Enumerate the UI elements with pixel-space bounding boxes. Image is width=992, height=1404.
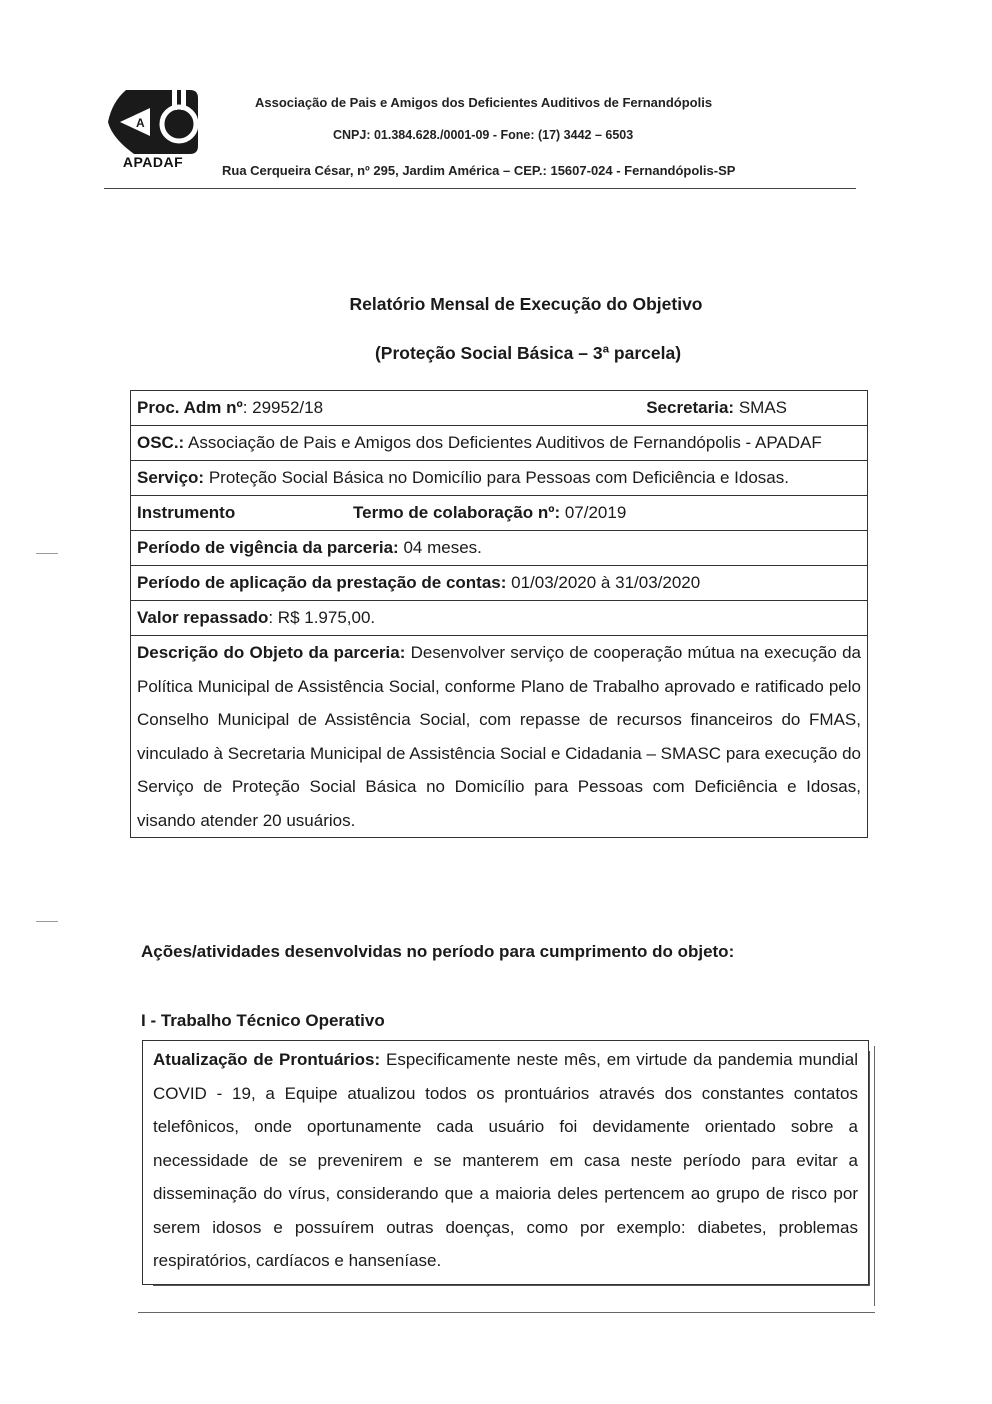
osc-value: Associação de Pais e Amigos dos Deficientes Auditivos de Fernandópolis - APADAF — [184, 433, 822, 452]
row-descricao — [131, 636, 867, 837]
svg-text:A: A — [136, 116, 145, 130]
servico-value: Proteção Social Básica no Domicílio para Pessoas com Deficiência e Idosas. — [204, 468, 789, 487]
section-heading: I - Trabalho Técnico Operativo — [141, 1011, 385, 1030]
apadaf-ear-logo-icon — [104, 86, 202, 156]
cnpj-phone: CNPJ: 01.384.628./0001-09 - Fone: (17) 3442 – 6503 — [333, 128, 634, 142]
osc-label: OSC.: — [137, 433, 185, 452]
servico-label: Serviço: — [137, 468, 205, 487]
report-subtitle: (Proteção Social Básica – 3ª parcela) — [374, 343, 682, 363]
aplicacao-label: Período de aplicação da prestação de contas: — [137, 573, 507, 592]
info-table — [130, 390, 868, 838]
box-shadow-bottom — [138, 1312, 875, 1313]
vigencia-value: 04 meses. — [398, 538, 482, 557]
row-valor — [131, 601, 867, 636]
scan-mark — [36, 921, 58, 922]
row-vigencia — [131, 531, 867, 566]
scan-mark — [36, 553, 58, 554]
box-shadow-right — [874, 1046, 875, 1306]
prontuarios-label: Atualização de Prontuários: — [153, 1050, 381, 1069]
row-aplicacao — [131, 566, 867, 601]
proc-adm — [137, 391, 323, 425]
termo-value: 07/2019 — [560, 503, 627, 522]
secretaria — [646, 391, 787, 425]
proc-label: Proc. Adm nº — [137, 398, 243, 417]
descricao-value: Desenvolver serviço de cooperação mútua na execução da Política Municipal de Assistência Social, conforme Plano de Trabalho aprovado e ratificado pelo Conselho Municipal de Assistência Social, com repasse de recursos financeiros do FMAS, vinculado à Secretaria Municipal de Assistência Social e Cidadania – SMASC para execução do Serviço de Proteção Social Básica no Domicílio para Pessoas com Deficiência e Idosas, visando atender 20 usuários. — [137, 643, 861, 830]
secretaria-value: SMAS — [734, 398, 787, 417]
address: Rua Cerqueira César, nº 295, Jardim América – CEP.: 15607-024 - Fernandópolis-SP — [222, 163, 736, 178]
proc-value: : 29952/18 — [242, 398, 324, 417]
termo — [353, 496, 626, 530]
row-servico — [131, 461, 867, 496]
org-name: Associação de Pais e Amigos dos Deficientes Auditivos de Fernandópolis — [255, 95, 713, 110]
row-osc — [131, 426, 867, 461]
prontuarios-text: Especificamente neste mês, em virtude da pandemia mundial COVID - 19, a Equipe atualizou todos os prontuários através dos constantes contatos telefônicos, onde oportunamente cada usuário foi devidamente orientado sobre a necessidade de se prevenirem e se manterem em casa neste período para evitar a disseminação do vírus, considerando que a maioria deles pertencem ao grupo de risco por serem idosos e possuírem outras doenças, como por exemplo: diabetes, problemas respiratórios, cardíacos e hanseníase. — [153, 1050, 858, 1270]
aplicacao-value: 01/03/2020 à 31/03/2020 — [506, 573, 701, 592]
header-divider — [104, 188, 856, 189]
apadaf-logo — [104, 86, 202, 172]
descricao-label: Descrição do Objeto da parceria: — [137, 643, 406, 662]
valor-value: : R$ 1.975,00. — [268, 608, 376, 627]
prontuarios-box — [142, 1040, 869, 1285]
acoes-heading: Ações/atividades desenvolvidas no período para cumprimento do objeto: — [141, 942, 735, 961]
row-instrumento — [131, 496, 867, 531]
report-title: Relatório Mensal de Execução do Objetivo — [349, 294, 703, 314]
instrumento-label: Instrumento — [137, 503, 236, 522]
secretaria-label: Secretaria: — [646, 398, 735, 417]
termo-label: Termo de colaboração nº: — [353, 503, 561, 522]
vigencia-label: Período de vigência da parceria: — [137, 538, 399, 557]
logo-text: APADAF — [122, 154, 184, 170]
valor-label: Valor repassado — [137, 608, 269, 627]
row-proc-adm — [131, 391, 867, 426]
